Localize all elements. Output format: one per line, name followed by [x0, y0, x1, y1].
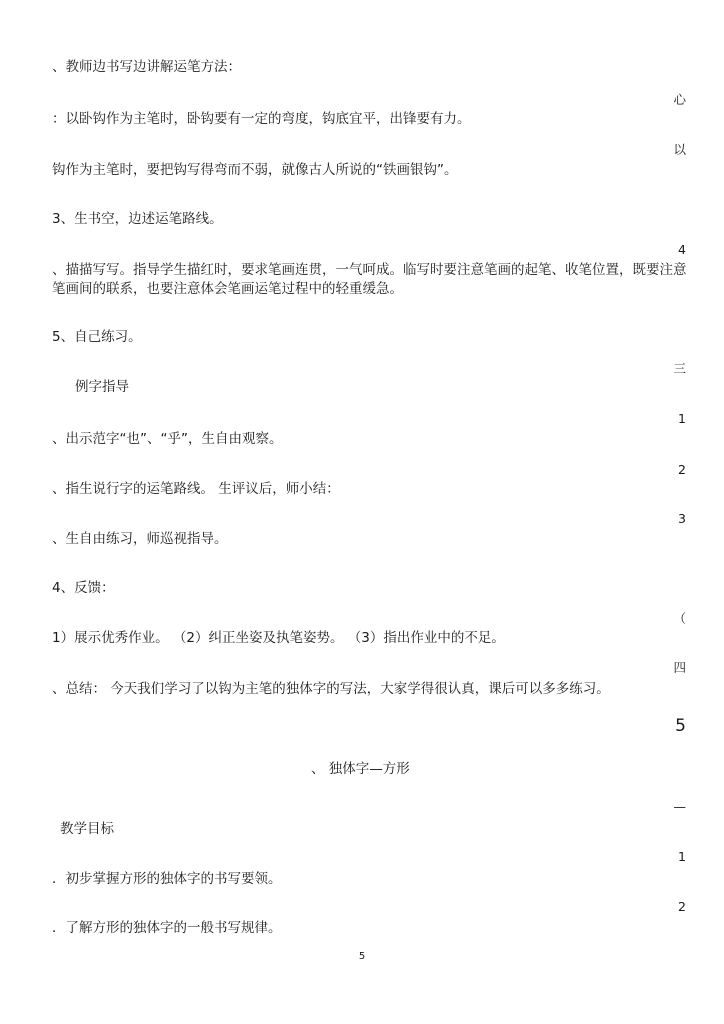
margin-fragment: 5	[675, 716, 686, 736]
margin-fragment: 心	[673, 92, 686, 107]
margin-fragment: 四	[673, 660, 686, 675]
text-paragraph: 、描描写写。指导学生描红时，要求笔画连贯，一气呵成。临写时要注意笔画的起笔、收笔位置，既要注意笔画间的联系，也要注意体会笔画运笔过程中的轻重缓急。	[52, 262, 687, 297]
text-line: 3、生书空，边述运笔路线。	[52, 211, 223, 227]
text-line: 、生自由练习，师巡视指导。	[52, 531, 228, 547]
text-line: 、教师边书写边讲解运笔方法：	[52, 59, 241, 75]
chapter-title: 、 独体字—方形	[311, 761, 410, 777]
text-line: 4、反馈：	[52, 580, 115, 596]
margin-fragment: 3	[678, 511, 686, 526]
margin-fragment: 2	[678, 899, 686, 914]
page-number: 5	[358, 951, 366, 962]
text-line: 、总结： 今天我们学习了以钩为主笔的独体字的写法，大家学得很认真，课后可以多多练习。	[52, 681, 610, 697]
section-heading: 教学目标	[60, 821, 114, 837]
margin-fragment: 1	[678, 849, 686, 864]
text-line: 、指生说行字的运笔路线。 生评议后，师小结：	[52, 481, 340, 497]
margin-fragment: 1	[678, 411, 686, 426]
text-line: ．了解方形的独体字的一般书写规律。	[52, 920, 282, 936]
margin-fragment: 2	[678, 462, 686, 477]
section-heading: 例字指导	[75, 379, 129, 395]
text-line: ．初步掌握方形的独体字的书写要领。	[52, 871, 282, 887]
margin-fragment: 4	[678, 242, 686, 257]
text-line: 5、自己练习。	[52, 329, 142, 345]
text-line: 、出示范字“也”、“乎”，生自由观察。	[52, 431, 283, 447]
text-line: 钩作为主笔时，要把钩写得弯而不弱，就像古人所说的“铁画银钩”。	[52, 162, 458, 178]
margin-fragment: 三	[673, 361, 686, 376]
text-line: ：以卧钩作为主笔时，卧钩要有一定的弯度，钩底宜平，出锋要有力。	[52, 111, 471, 127]
margin-fragment: —	[673, 799, 686, 814]
margin-fragment: （	[673, 611, 686, 626]
text-line: 1）展示优秀作业。 （2）纠正坐姿及执笔姿势。 （3）指出作业中的不足。	[52, 630, 505, 646]
margin-fragment: 以	[673, 142, 686, 157]
